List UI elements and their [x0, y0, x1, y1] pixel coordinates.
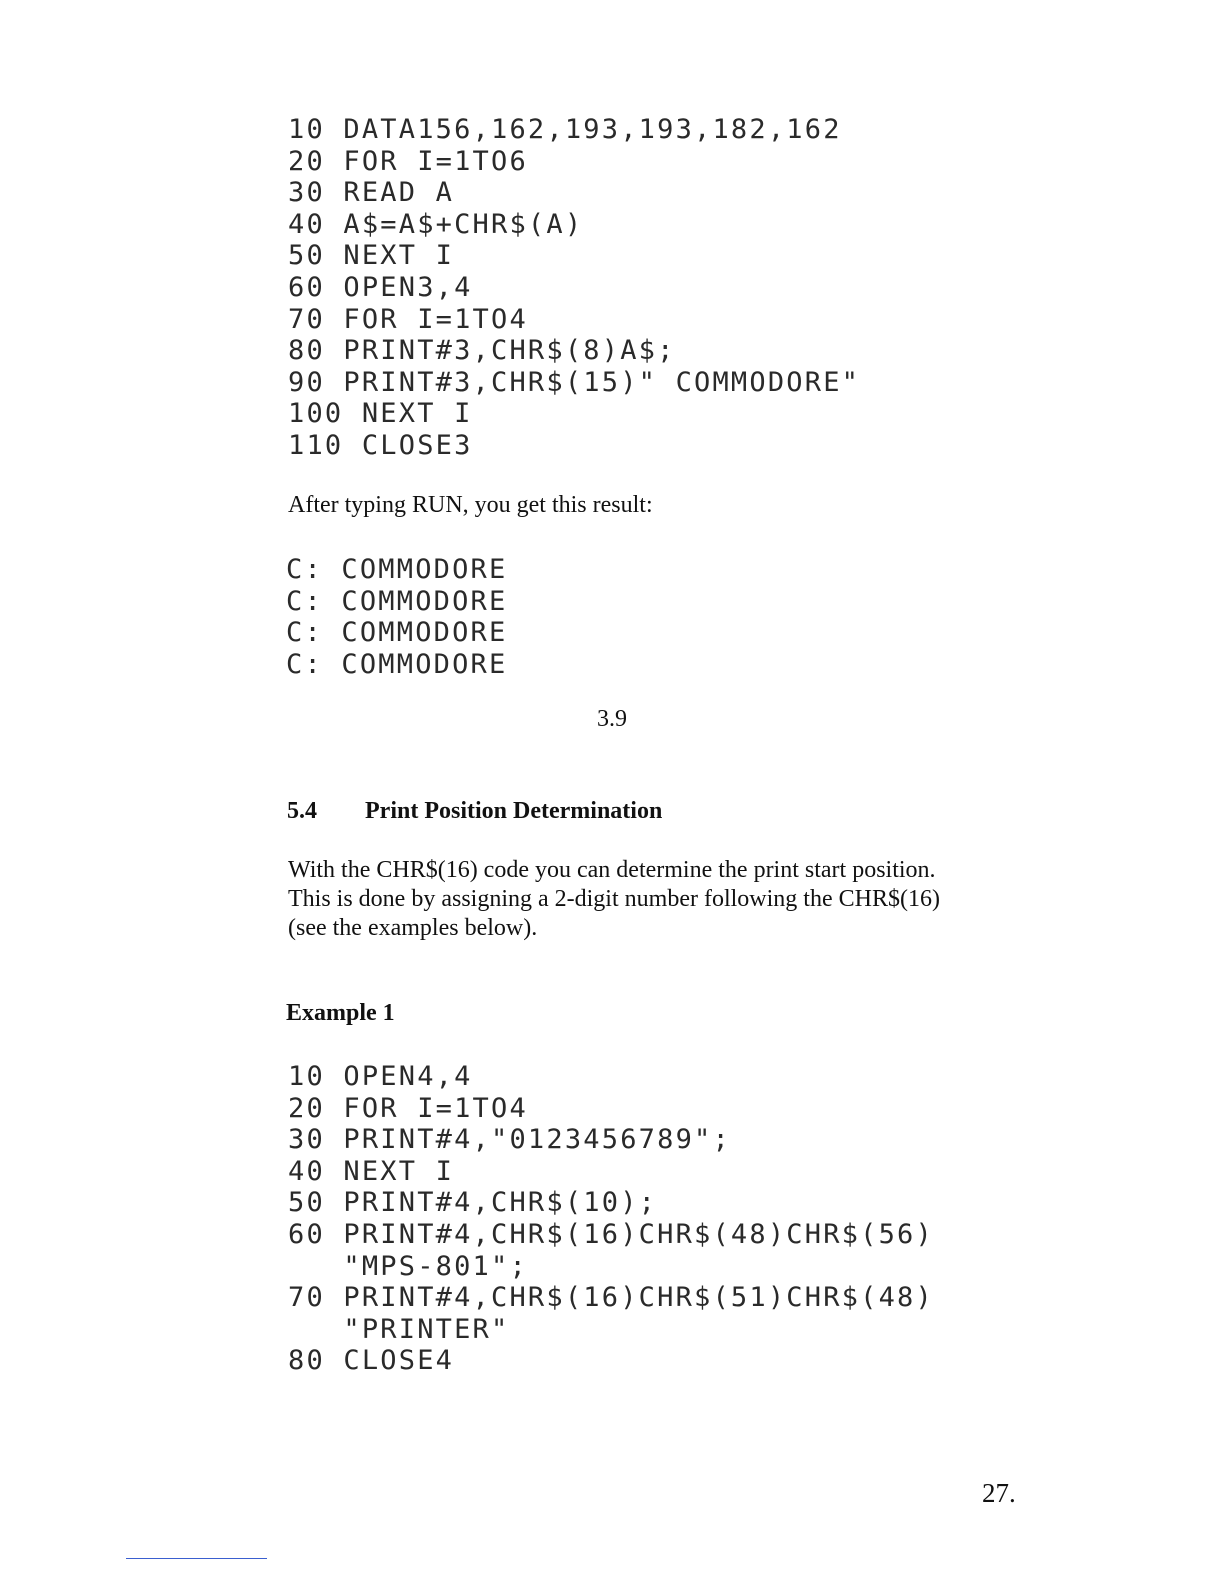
output-line: C: COMMODORE — [286, 554, 508, 585]
code-line: 10 OPEN4,4 — [288, 1061, 473, 1092]
section-title: Print Position Determination — [365, 798, 663, 824]
footnote-rule — [126, 1558, 267, 1559]
code-line: 30 READ A — [288, 177, 455, 209]
section-number: 5.4 — [287, 798, 317, 824]
code-line: 50 NEXT I — [288, 240, 455, 272]
code-line: "MPS-801"; — [288, 1250, 528, 1282]
program-listing-1 — [288, 114, 860, 462]
code-line: 30 PRINT#4,"0123456789"; — [288, 1124, 731, 1156]
code-line: 90 PRINT#3,CHR$(15)" COMMODORE" — [288, 366, 861, 398]
code-line: 20 FOR I=1TO4 — [288, 1092, 528, 1124]
code-line: 40 A$=A$+CHR$(A) — [288, 208, 584, 240]
code-line: 110 CLOSE3 — [288, 429, 473, 461]
example-heading: Example 1 — [286, 1000, 395, 1026]
body-paragraph — [288, 856, 1028, 943]
code-line: 70 FOR I=1TO4 — [288, 303, 528, 335]
code-line: 10 DATA156,162,193,193,182,162 — [288, 114, 842, 145]
paragraph-line: (see the examples below). — [288, 915, 538, 941]
code-line: 50 PRINT#4,CHR$(10); — [288, 1187, 658, 1219]
printer-output — [286, 554, 507, 680]
paragraph-line: With the CHR$(16) code you can determine the print start position. — [288, 857, 936, 883]
code-line: 80 CLOSE4 — [288, 1345, 455, 1377]
code-line: 80 PRINT#3,CHR$(8)A$; — [288, 335, 676, 367]
paragraph-line: This is done by assigning a 2-digit number following the CHR$(16) — [288, 886, 940, 912]
output-line: C: COMMODORE — [286, 648, 508, 680]
code-line: 100 NEXT I — [288, 398, 473, 430]
program-listing-2 — [288, 1061, 934, 1377]
output-line: C: COMMODORE — [286, 617, 508, 649]
code-line: 40 NEXT I — [288, 1155, 455, 1187]
output-line: C: COMMODORE — [286, 585, 508, 617]
code-line: 70 PRINT#4,CHR$(16)CHR$(51)CHR$(48) — [288, 1282, 934, 1314]
page-number: 27. — [982, 1478, 1016, 1508]
code-line: "PRINTER" — [288, 1313, 510, 1345]
run-result-intro: After typing RUN, you get this result: — [288, 492, 653, 518]
code-line: 60 OPEN3,4 — [288, 271, 473, 303]
section-heading — [287, 798, 662, 825]
code-line: 60 PRINT#4,CHR$(16)CHR$(48)CHR$(56) — [288, 1218, 934, 1250]
figure-number: 3.9 — [597, 706, 627, 732]
code-line: 20 FOR I=1TO6 — [288, 145, 528, 177]
